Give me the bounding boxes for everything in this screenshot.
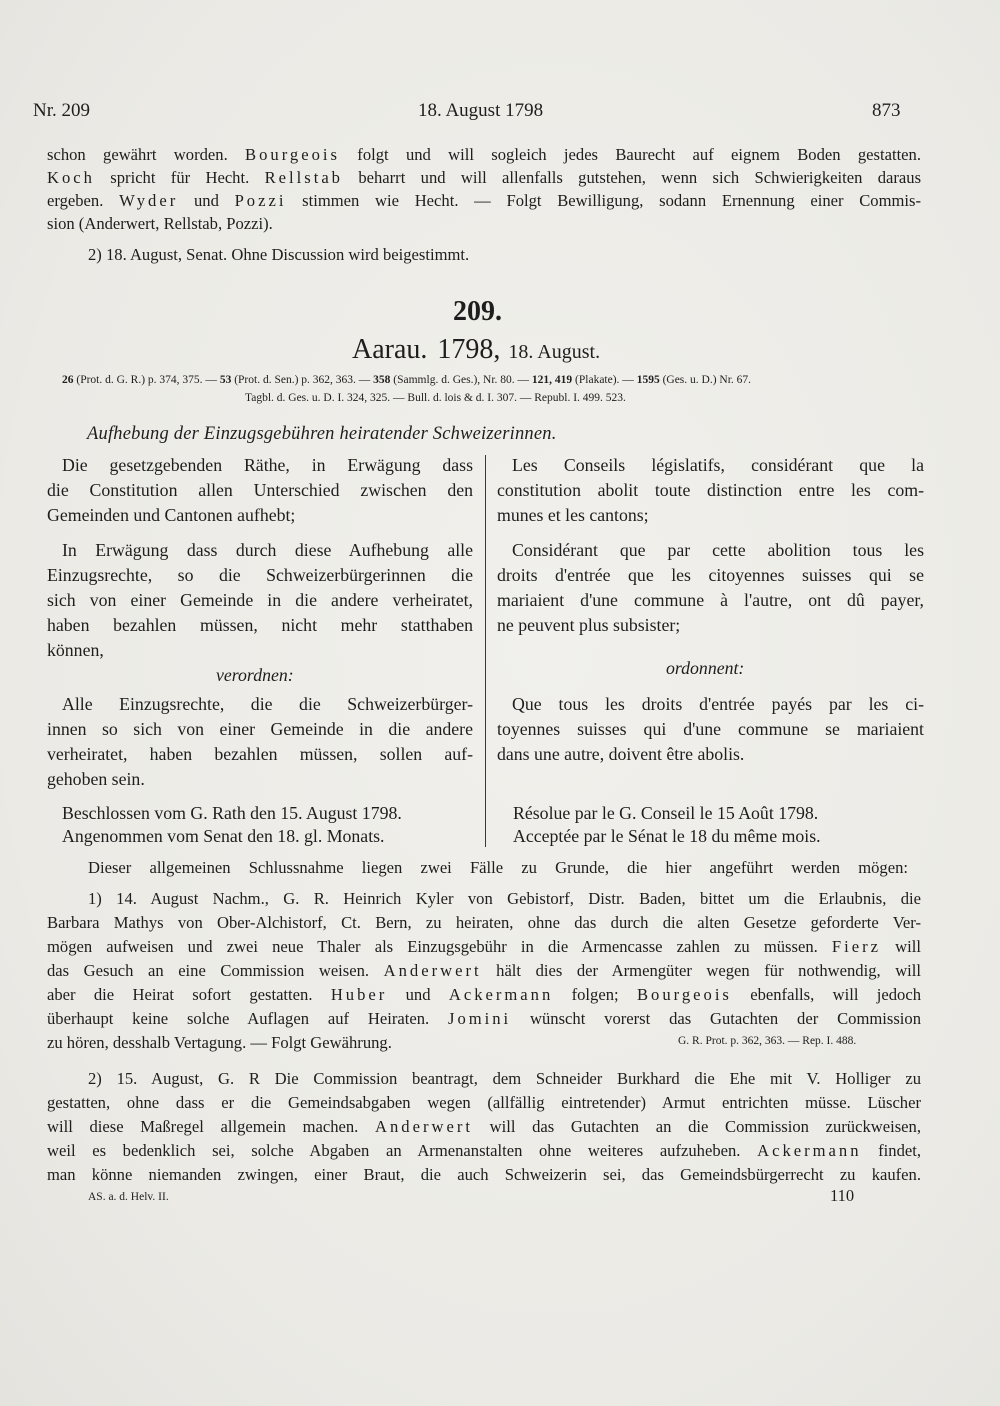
person-name: Anderwert: [375, 1117, 473, 1136]
header-date: 18. August 1798: [418, 100, 544, 121]
german-text-line: Alle Einzugsrechte, die die Schweizerbürger-: [62, 694, 473, 714]
french-text-line: munes et les cantons;: [497, 505, 649, 525]
column-divider: [485, 455, 486, 847]
prev-line-5: 2) 18. August, Senat. Ohne Discussion wird beigestimmt.: [88, 245, 470, 264]
person-name: Fierz: [831, 937, 882, 956]
french-text-line: Que tous les droits d'entrée payés par les ci-: [512, 694, 924, 714]
case1-line: Barbara Mathys von Ober-Alchistorf, Ct. Bern, zu heiraten, ohne das durch die alten Gesetze geforderte Ver-: [47, 913, 921, 932]
header-document-number: Nr. 209: [33, 100, 90, 121]
person-name: Ackermann: [757, 1141, 862, 1160]
french-text-line: toyennes suisses qui d'une commune se mariaient: [497, 719, 924, 739]
french-closing-line: Résolue par le G. Conseil le 15 Août 1798.: [513, 803, 819, 823]
case2-line: weil es bedenklich sei, solche Abgaben an Armenanstalten ohne weiteres aufzuheben. Ackermann findet,: [47, 1141, 921, 1160]
case1-line: 1) 14. August Nachm., G. R. Heinrich Kyler von Gebistorf, Distr. Baden, bittet um die Erlaubnis, die: [88, 889, 921, 908]
prev-line-4: sion (Anderwert, Rellstab, Pozzi).: [47, 214, 273, 233]
german-text-line: In Erwägung dass durch diese Aufhebung alle: [62, 540, 473, 560]
person-name: Rellstab: [264, 168, 343, 187]
german-text-line: verheiratet, haben bezahlen müssen, sollen auf-: [47, 744, 473, 764]
french-text-line: ne peuvent plus subsister;: [497, 615, 681, 635]
french-text-line: constitution abolit toute distinction entre les com-: [497, 480, 924, 500]
person-name: Jomini: [447, 1009, 512, 1028]
entry-title: Aufhebung der Einzugsgebühren heiratender Schweizerinnen.: [87, 424, 557, 444]
person-name: Wyder: [119, 191, 179, 210]
german-text-line: die Constitution allen Unterschied zwischen den: [47, 480, 473, 500]
french-text-line: Considérant que par cette abolition tous les: [512, 540, 924, 560]
footer-signature-number: 110: [830, 1186, 855, 1205]
case1-line: das Gesuch an eine Commission weisen. Anderwert hält dies der Armengüter wegen für nothwendig, will: [47, 961, 922, 980]
german-text-line: haben bezahlen müssen, nicht mehr statthaben: [47, 615, 473, 635]
prev-line-2: Koch spricht für Hecht. Rellstab beharrt und will allenfalls gutstehen, wenn sich Schwierigkeiten daraus: [47, 168, 922, 187]
german-text-line: innen so sich von einer Gemeinde in die andere: [47, 719, 473, 739]
entry-place: Aarau.: [352, 334, 428, 365]
person-name: Pozzi: [234, 191, 287, 210]
entry-number: 209.: [453, 296, 502, 327]
person-name: Huber: [330, 985, 388, 1004]
french-text-line: mariaient d'une commune à l'autre, ont dû payer,: [497, 590, 924, 610]
footer-collection: AS. a. d. Helv. II.: [88, 1191, 169, 1203]
case1-line: überhaupt keine solche Auflagen auf Heiraten. Jomini wünscht vorerst das Gutachten der Commission: [47, 1009, 921, 1028]
case2-line: gestatten, ohne dass er die Gemeindsabgaben wegen (allfällig eintretender) Armut entrichten müsse. Lüscher: [47, 1093, 921, 1112]
german-text-line: gehoben sein.: [47, 769, 145, 789]
french-closing-line: Acceptée par le Sénat le 18 du même mois.: [513, 826, 821, 846]
entry-year: 1798,: [437, 334, 501, 365]
entry-date: 18. August.: [508, 341, 601, 363]
german-text-line: können,: [47, 640, 104, 660]
case2-line: will diese Maßregel allgemein machen. Anderwert will das Gutachten an die Commission zurückweisen,: [47, 1117, 921, 1136]
case1-line: mögen aufweisen und zwei neue Thaler als Einzugsgebühr in die Armencasse zahlen zu müssen. Fierz will: [47, 937, 921, 956]
french-text-line: dans une autre, doivent être abolis.: [497, 744, 745, 764]
prev-line-1: schon gewährt worden. Bourgeois folgt und will sogleich jedes Baurecht auf eignem Boden gestatten.: [47, 145, 921, 164]
case1-line: aber die Heirat sofort gestatten. Huber und Ackermann folgen; Bourgeois ebenfalls, will jedoch: [47, 985, 921, 1004]
case1-source-ref: G. R. Prot. p. 362, 363. — Rep. I. 488.: [678, 1035, 857, 1047]
person-name: Bourgeois: [245, 145, 340, 164]
entry-heading: [352, 334, 600, 366]
source-refs-line-1: 26 (Prot. d. G. R.) p. 374, 375. — 53 (Prot. d. Sen.) p. 362, 363. — 358 (Sammlg. d. Ges.), Nr. 80. — 121, 419 (Plakate). — 1595 (Ges. u. D.) Nr. 67.: [62, 374, 752, 386]
german-closing-line: Angenommen vom Senat den 18. gl. Monats.: [62, 826, 385, 846]
case1-line: zu hören, desshalb Vertagung. — Folgt Gewährung.: [47, 1033, 392, 1052]
german-closing-line: Beschlossen vom G. Rath den 15. August 1798.: [62, 803, 402, 823]
french-text-line: Les Conseils législatifs, considérant que la: [512, 455, 924, 475]
person-name: Ackermann: [448, 985, 554, 1004]
german-text-line: Gemeinden und Cantonen aufhebt;: [47, 505, 296, 525]
source-refs-line-2: Tagbl. d. Ges. u. D. I. 324, 325. — Bull. d. lois & d. I. 307. — Republ. I. 499. 523.: [245, 392, 626, 404]
person-name: Koch: [47, 168, 95, 187]
header-page-number: 873: [872, 100, 901, 121]
french-verb: ordonnent:: [666, 658, 745, 678]
person-name: Bourgeois: [636, 985, 732, 1004]
french-text-line: droits d'entrée que les citoyennes suisses qui se: [497, 565, 924, 585]
case2-line: 2) 15. August, G. R Die Commission beantragt, dem Schneider Burkhard die Ehe mit V. Holliger zu: [88, 1069, 921, 1088]
notes-intro: Dieser allgemeinen Schlussnahme liegen zwei Fälle zu Grunde, die hier angeführt werden mögen:: [88, 858, 908, 877]
german-text-line: Einzugsrechte, so die Schweizerbürgerinnen die: [47, 565, 473, 585]
german-text-line: sich von einer Gemeinde in die andere verheiratet,: [47, 590, 473, 610]
case2-line: man könne niemanden zwingen, einer Braut, die auch Schweizerin sei, das Gemeindsbürgerrecht zu kaufen.: [47, 1165, 921, 1184]
german-text-line: Die gesetzgebenden Räthe, in Erwägung dass: [62, 455, 473, 475]
german-verb: verordnen:: [216, 665, 294, 685]
person-name: Anderwert: [383, 961, 482, 980]
prev-line-3: ergeben. Wyder und Pozzi stimmen wie Hecht. — Folgt Bewilligung, sodann Ernennung einer Commis-: [47, 191, 922, 210]
